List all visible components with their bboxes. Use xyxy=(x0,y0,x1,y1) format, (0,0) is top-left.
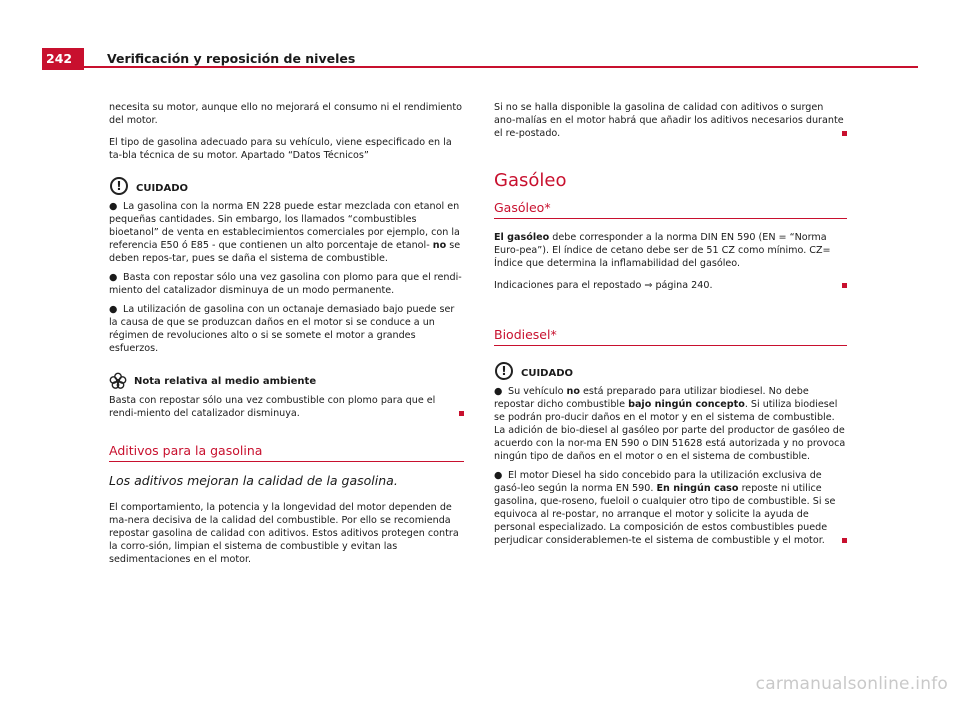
bullet-icon: ● xyxy=(109,201,118,212)
bullet-icon: ● xyxy=(109,272,118,283)
paragraph: Basta con repostar sólo una vez combustible con plomo para que el rendi-miento del catalizador disminuya. xyxy=(109,394,464,420)
warning-icon: ! xyxy=(110,177,128,195)
end-marker-icon xyxy=(459,411,464,416)
bullet-item: ● Basta con repostar sólo una vez gasolina con plomo para que el rendi-miento del catalizador disminuya de un modo permanente. xyxy=(109,272,462,296)
caution-heading xyxy=(494,362,847,380)
end-marker-icon xyxy=(842,283,847,288)
section-heading: Gasóleo* xyxy=(494,201,847,219)
paragraph: El tipo de gasolina adecuado para su vehículo, viene especificado en la ta-bla técnica de su motor. Apartado “Datos Técnicos” xyxy=(109,137,452,161)
page-number: 242 xyxy=(42,48,84,70)
environment-label: Nota relativa al medio ambiente xyxy=(134,375,317,387)
header-rule xyxy=(84,66,918,68)
paragraph: El gasóleo debe corresponder a la norma DIN EN 590 (EN = “Norma Euro-pea”). El índice de cetano debe ser de 51 CZ como mínimo. CZ= Índice que determina la inflamabilidad del gasóleo. xyxy=(494,232,831,269)
watermark: carmanualsonline.info xyxy=(755,674,948,694)
bullet-item: ● El motor Diesel ha sido concebido para la utilización exclusiva de gasó-leo según la norma EN 590. En ningún caso reposte ni utilice gasolina, que-roseno, fueloil o cualquier otro tipo de combustible. Si se equivoca al re-postar, no arranque el motor y solicite la ayuda de personal especializado. La composición de estos combustibles puede perjudicar considerablemen-te el sistema de combustible y el motor. xyxy=(494,469,847,547)
bullet-item: ● La gasolina con la norma EN 228 puede estar mezclada con etanol en pequeñas cantidades. Sin embargo, los llamados “combustibles bioetanol” de venta en establecimientos comerciales por ejemplo, con la referencia E50 ó E85 - que contienen un alto porcentaje de etanol- no se deben repos-tar, pues se daña el sistema de combustible. xyxy=(109,201,461,264)
caution-heading xyxy=(109,177,464,195)
section-heading: Aditivos para la gasolina xyxy=(109,444,464,462)
bullet-icon: ● xyxy=(494,386,503,397)
end-marker-icon xyxy=(842,131,847,136)
chapter-heading: Gasóleo xyxy=(494,170,567,191)
warning-icon: ! xyxy=(495,362,513,380)
right-column xyxy=(494,101,847,553)
caution-label: CUIDADO xyxy=(136,183,189,194)
paragraph: necesita su motor, aunque ello no mejorará el consumo ni el rendimiento del motor. xyxy=(109,102,463,126)
bullet-item: ● Su vehículo no está preparado para utilizar biodiesel. No debe repostar dicho combustible bajo ningún concepto. Si utiliza biodiesel se podrán pro-ducir daños en el motor y en el sistema de combustible. La adición de bio-diesel al gasóleo por parte del productor de gasóleo de acuerdo con la nor-ma EN 590 o DIN 51628 está autorizada y no provoca ningún tipo de daños en el motor o en el sistema de combustible. xyxy=(494,386,846,462)
paragraph: Indicaciones para el repostado ⇒ página 240. xyxy=(494,279,847,292)
bullet-icon: ● xyxy=(494,470,503,481)
environment-heading xyxy=(109,372,464,390)
page-title: Verificación y reposición de niveles xyxy=(107,51,356,66)
paragraph: Si no se halla disponible la gasolina de calidad con aditivos o surgen ano-malías en el motor habrá que añadir los aditivos necesarios durante el re-postado. xyxy=(494,101,847,140)
end-marker-icon xyxy=(842,538,847,543)
caution-label: CUIDADO xyxy=(521,368,574,379)
left-column xyxy=(109,101,464,575)
paragraph: El comportamiento, la potencia y la longevidad del motor dependen de ma-nera decisiva de la calidad del combustible. Por ello se recomienda repostar gasolina de calidad con aditivos. Estos aditivos protegen contra la corro-sión, limpian el sistema de combustible y evitan las sedimentaciones en el motor. xyxy=(109,502,459,565)
bullet-icon: ● xyxy=(109,304,118,315)
flower-icon xyxy=(109,372,127,390)
section-heading: Biodiesel* xyxy=(494,328,847,346)
bullet-item: ● La utilización de gasolina con un octanaje demasiado bajo puede ser la causa de que se produzcan daños en el motor si se conduce a un régimen de revoluciones alto o si se somete el motor a grandes esfuerzos. xyxy=(109,304,455,354)
lead-text: Los aditivos mejoran la calidad de la gasolina. xyxy=(109,473,398,488)
